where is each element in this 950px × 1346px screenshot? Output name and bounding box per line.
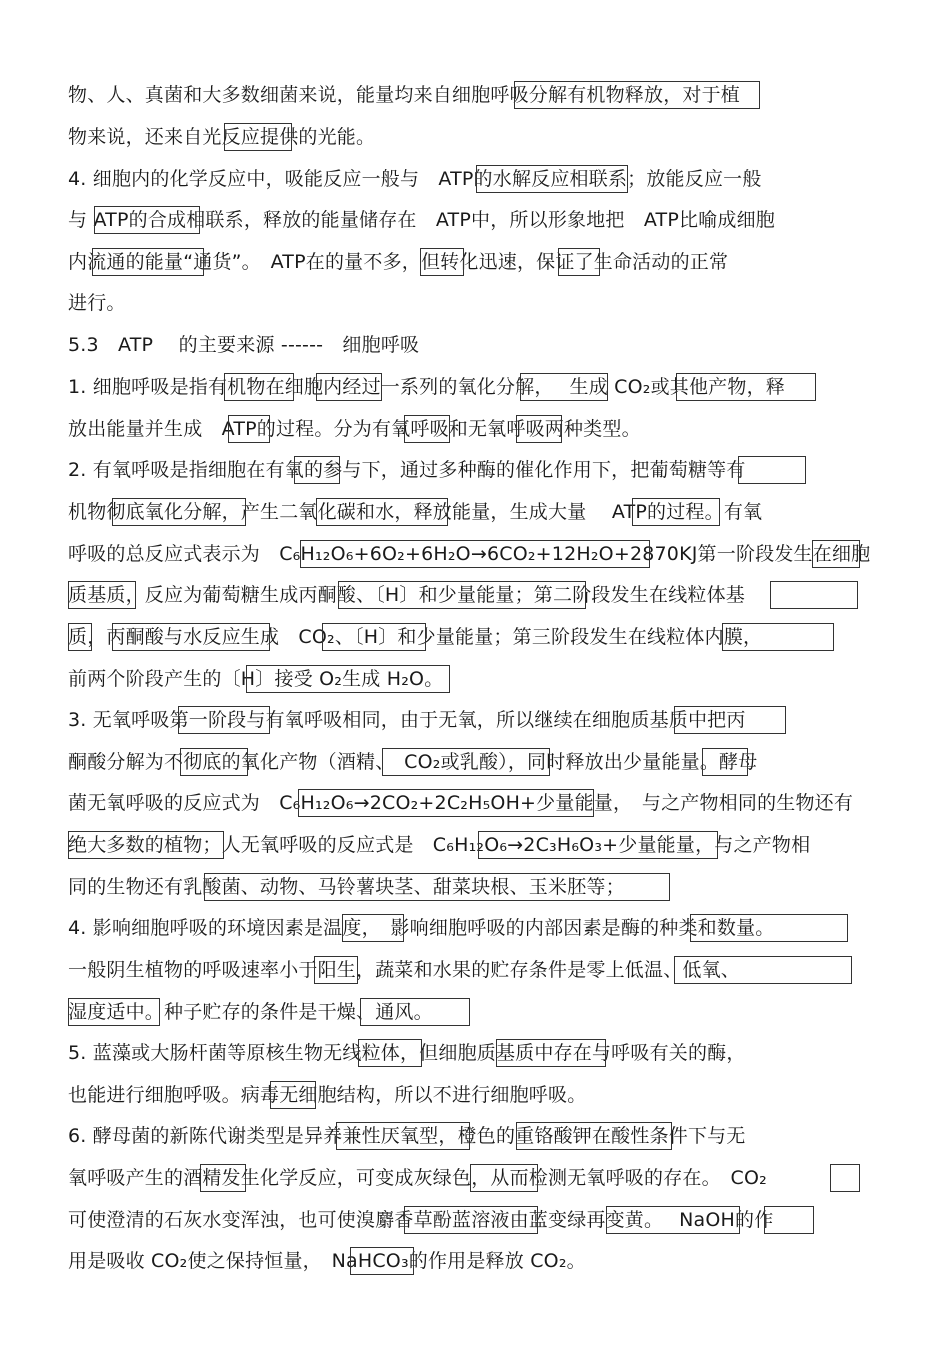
text-line: 菌无氧呼吸的反应式为 C₆H₁₂O₆→2CO₂+2C₂H₅OH+少量能量， 与之产物相同的生物还有 [68, 792, 854, 814]
text-line: 与 ATP的合成相联系，释放的能量储存在 ATP中，所以形象地把 ATP比喻成细胞 [68, 209, 775, 231]
text-line: 质基质，反应为葡萄糖生成丙酮酸、〔H〕和少量能量；第二阶段发生在线粒体基 [68, 584, 745, 606]
text-line: 物、人、真菌和大多数细菌来说，能量均来自细胞呼吸分解有机物释放，对于植 [68, 84, 741, 106]
text-line: 用是吸收 CO₂使之保持恒量， NaHCO₃的作用是释放 CO₂。 [68, 1250, 586, 1272]
text-line: 一般阴生植物的呼吸速率小于阳生，蔬菜和水果的贮存条件是零上低温、低氧、 [68, 959, 741, 981]
text-line: 氧呼吸产生的酒精发生化学反应，可变成灰绿色，从而检测无氧呼吸的存在。 CO₂ [68, 1167, 767, 1189]
text-line: 酮酸分解为不彻底的氧化产物（酒精、 CO₂或乳酸），同时释放出少量能量。酵母 [68, 751, 758, 773]
text-line: 3. 无氧呼吸第一阶段与有氧呼吸相同，由于无氧，所以继续在细胞质基质中把丙 [68, 709, 746, 731]
text-line: 质，丙酮酸与水反应生成 CO₂、〔H〕和少量能量；第三阶段发生在线粒体内膜， [68, 626, 763, 648]
text-line: 湿度适中。种子贮存的条件是干燥、通风。 [68, 1001, 433, 1023]
text-line: 6. 酵母菌的新陈代谢类型是异养兼性厌氧型，橙色的重铬酸钾在酸性条件下与无 [68, 1125, 746, 1147]
text-line: 内流通的能量“通货”。 ATP在的量不多，但转化迅速，保证了生命活动的正常 [68, 251, 729, 273]
text-line: 2. 有氧呼吸是指细胞在有氧的参与下，通过多种酶的催化作用下，把葡萄糖等有 [68, 459, 746, 481]
text-line: 进行。 [68, 292, 126, 314]
text-line: 同的生物还有乳酸菌、动物、马铃薯块茎、甜菜块根、玉米胚等； [68, 876, 625, 898]
text-line: 4. 影响细胞呼吸的环境因素是温度， 影响细胞呼吸的内部因素是酶的种类和数量。 [68, 917, 775, 939]
text-line: 5. 蓝藻或大肠杆菌等原核生物无线粒体，但细胞质基质中存在与呼吸有关的酶， [68, 1042, 746, 1064]
text-line: 也能进行细胞呼吸。病毒无细胞结构，所以不进行细胞呼吸。 [68, 1084, 587, 1106]
text-line: 4. 细胞内的化学反应中，吸能反应一般与 ATP的水解反应相联系；放能反应一般 [68, 168, 762, 190]
text-line: 1. 细胞呼吸是指有机物在细胞内经过一系列的氧化分解， 生成 CO₂或其他产物，释 [68, 376, 785, 398]
text-line: 物来说，还来自光反应提供的光能。 [68, 126, 376, 148]
text-line: 放出能量并生成 ATP的过程。分为有氧呼吸和无氧呼吸两种类型。 [68, 418, 641, 440]
text-line: 绝大多数的植物；人无氧呼吸的反应式是 C₆H₁₂O₆→2C₃H₆O₃+少量能量，与之产物相 [68, 834, 811, 856]
text-line: 机物彻底氧化分解，产生二氧化碳和水，释放能量，生成大量 ATP的过程。有氧 [68, 501, 763, 523]
text-line: 可使澄清的石灰水变浑浊，也可使溴麝香草酚蓝溶液由蓝变绿再变黄。 NaOH的作 [68, 1209, 774, 1231]
text-line: 前两个阶段产生的〔H〕接受 O₂生成 H₂O。 [68, 668, 444, 690]
text-line: 呼吸的总反应式表示为 C₆H₁₂O₆+6O₂+6H₂O→6CO₂+12H₂O+2870KJ第一阶段发生在细胞 [68, 543, 871, 565]
section-heading: 5.3 ATP 的主要来源 ------ 细胞呼吸 [68, 334, 420, 356]
